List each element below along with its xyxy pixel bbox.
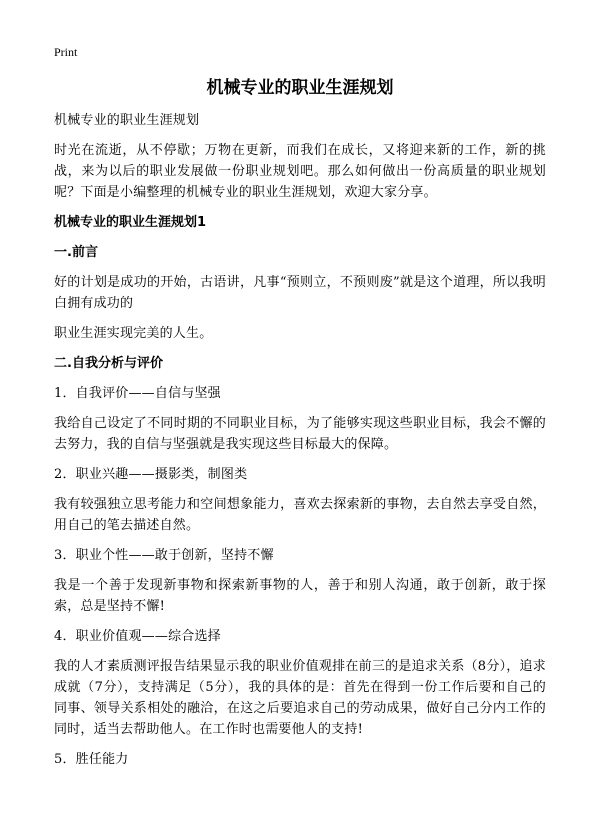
item-heading-self-evaluation: 1．自我评价——自信与坚强 [54, 386, 221, 401]
part-heading-preface: 一.前言 [54, 245, 98, 260]
item-body-career-interest: 我有较强独立思考能力和空间想象能力，喜欢去探索新的事物，去自然去享受自然，用自己的笔去描述自然。 [54, 497, 546, 533]
intro-paragraph: 时光在流逝，从不停歇；万物在更新，而我们在成长，又将迎来新的工作，新的挑战，来为以后的职业发展做一份职业规划吧。那么如何做出一份高质量的职业规划呢？下面是小编整理的机械专业的职业生涯规划，欢迎大家分享。 [54, 143, 546, 200]
part-heading-self-analysis: 二.自我分析与评价 [54, 356, 163, 371]
preface-paragraph-2: 职业生涯实现完美的人生。 [54, 326, 213, 341]
item-body-career-values: 我的人才素质测评报告结果显示我的职业价值观排在前三的是追求关系（8分），追求成就（7分），支持满足（5分），我的具体的是：首先在得到一份工作后要和自己的同事、领导关系相处的融洽，在这之后要追求自己的劳动成果，做好自己分内工作的同时，适当去帮助他人。在工作时也需要他人的支持! [54, 659, 546, 737]
item-body-career-personality: 我是一个善于发现新事物和探索新事物的人，善于和别人沟通，敢于创新，敢于探索，总是坚持不懈! [54, 578, 546, 614]
document-subtitle: 机械专业的职业生涯规划 [54, 113, 200, 128]
section-heading-1: 机械专业的职业生涯规划1 [54, 215, 207, 230]
item-heading-competency: 5．胜任能力 [54, 752, 129, 767]
item-heading-career-values: 4．职业价值观——综合选择 [54, 629, 221, 644]
item-heading-career-interest: 2．职业兴趣——摄影类，制图类 [54, 467, 248, 482]
preface-paragraph-1: 好的计划是成功的开始，古语讲，凡事“预则立，不预则废”就是这个道理，所以我明白拥有成功的 [54, 275, 546, 311]
item-heading-career-personality: 3．职业个性——敢于创新，坚持不懈 [54, 548, 274, 563]
item-body-self-evaluation: 我给自己设定了不同时期的不同职业目标，为了能够实现这些职业目标，我会不懈的去努力，我的自信与坚强就是我实现这些目标最大的保障。 [54, 416, 546, 452]
print-link[interactable]: Print [54, 45, 78, 59]
document-title: 机械专业的职业生涯规划 [206, 78, 394, 98]
